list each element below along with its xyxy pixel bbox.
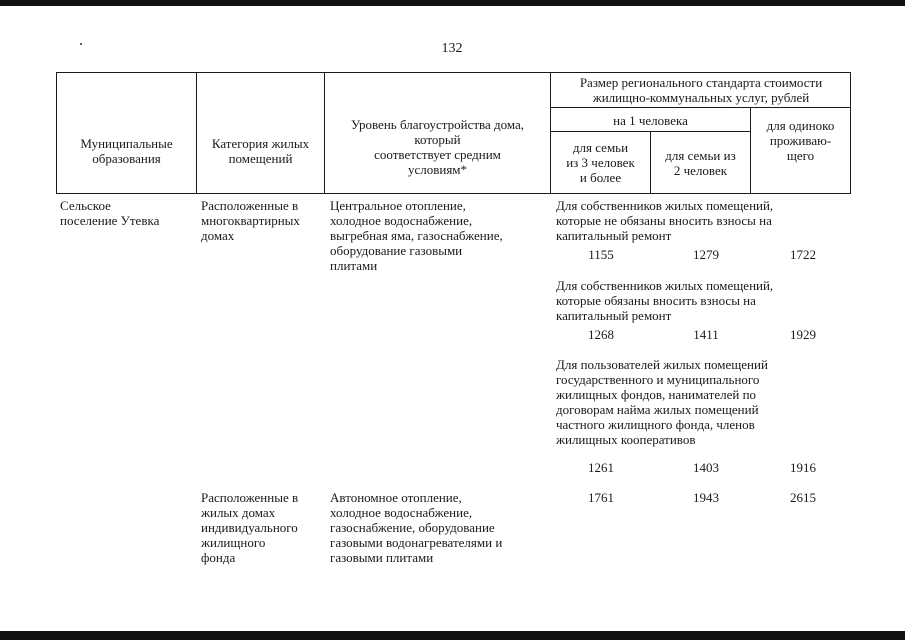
group-b-value-family-2: 1411 (693, 327, 719, 342)
group-b-line: которые обязаны вносить взносы на (556, 293, 756, 308)
row1-category-line: многоквартирных (201, 213, 300, 228)
row2-value-family-2: 1943 (693, 490, 719, 505)
header-family-3-line: и более (579, 170, 622, 185)
row1-group-b (556, 278, 850, 323)
header-standard (551, 75, 851, 105)
group-b-line: капитальный ремонт (556, 308, 672, 323)
group-c-line: Для пользователей жилых помещений (556, 357, 768, 372)
header-single-line: щего (786, 148, 815, 163)
group-a-line: Для собственников жилых помещений, (556, 198, 774, 213)
group-c-value-single: 1916 (790, 460, 816, 475)
group-b-value-family-3: 1268 (588, 327, 614, 342)
header-single-line: для одиноко (766, 118, 835, 133)
header-municipality (57, 136, 196, 166)
header-per-person: на 1 человека (613, 113, 688, 128)
grid-v-0 (56, 72, 57, 194)
row1-category (201, 198, 326, 243)
group-c-line: частного жилищного фонда, членов (556, 417, 755, 432)
group-c-line: жилищных фондов, нанимателей по (556, 387, 757, 402)
row1-group-a (556, 198, 850, 243)
row1-municipality-line: поселение Утевка (60, 213, 160, 228)
group-b-value-single: 1929 (790, 327, 816, 342)
header-bottom-line (56, 193, 851, 194)
group-a-value-family-2: 1279 (693, 247, 719, 262)
row2-level-line: холодное водоснабжение, (330, 505, 473, 520)
header-category (197, 136, 324, 166)
header-level-line: соответствует средним (374, 147, 501, 162)
header-standard-line: Размер регионального стандарта стоимости (579, 75, 823, 90)
header-level-line: Уровень благоустройства дома, (350, 117, 525, 132)
header-family-3-line: из 3 человек (566, 155, 635, 170)
header-level-line: который (414, 132, 461, 147)
row2-level-line: газовыми плитами (330, 550, 434, 565)
header-family-2 (651, 148, 750, 178)
row1-municipality-line: Сельское (60, 198, 111, 213)
row1-level-line: плитами (330, 258, 378, 273)
group-a-value-family-3: 1155 (588, 247, 614, 262)
row1-municipality (60, 198, 196, 228)
row2-value-single: 2615 (790, 490, 816, 505)
row2-category-line: жилищного (201, 535, 266, 550)
header-standard-line: жилищно-коммунальных услуг, рублей (592, 90, 810, 105)
row2-level-line: газовыми водонагревателями и (330, 535, 503, 550)
header-single (751, 118, 850, 163)
header-family-3-line: для семьи (572, 140, 629, 155)
header-family-3 (551, 140, 650, 185)
group-c-line: договорам найма жилых помещений (556, 402, 759, 417)
header-municipality-text: Муниципальные образования (80, 136, 173, 166)
row1-level-line: оборудование газовыми (330, 243, 463, 258)
group-c-value-family-3: 1261 (588, 460, 614, 475)
row2-category-line: индивидуального (201, 520, 298, 535)
row2-level-line: газоснабжение, оборудование (330, 520, 495, 535)
scan-dot (80, 43, 82, 45)
group-c-value-family-2: 1403 (693, 460, 719, 475)
header-level-line: условиям* (407, 162, 468, 177)
row2-level (330, 490, 550, 565)
bottom-border (0, 631, 905, 640)
row1-category-line: Расположенные в (201, 198, 299, 213)
group-a-line: капитальный ремонт (556, 228, 672, 243)
header-category-text: Категория жилых помещений (211, 136, 310, 166)
page-number: 132 (441, 41, 463, 56)
top-border (0, 0, 905, 6)
header-level (325, 117, 550, 177)
row1-level-line: Центральное отопление, (330, 198, 466, 213)
group-b-line: Для собственников жилых помещений, (556, 278, 774, 293)
row1-category-line: домах (201, 228, 235, 243)
header-single-line: проживаю- (769, 133, 832, 148)
row1-level-line: холодное водоснабжение, (330, 213, 473, 228)
group-c-line: государственного и муниципального (556, 372, 760, 387)
row2-category-line: жилых домах (201, 505, 276, 520)
row2-category-line: фонда (201, 550, 236, 565)
row2-category-line: Расположенные в (201, 490, 299, 505)
group-c-line: жилищных кооперативов (556, 432, 696, 447)
table-top-line (56, 72, 851, 73)
row1-level (330, 198, 550, 273)
row2-level-line: Автономное отопление, (330, 490, 462, 505)
group-a-value-single: 1722 (790, 247, 816, 262)
group-a-line: которые не обязаны вносить взносы на (556, 213, 772, 228)
grid-v-1 (196, 72, 197, 194)
standard-sub-line (550, 107, 851, 108)
row1-level-line: выгребная яма, газоснабжение, (330, 228, 503, 243)
row2-category (201, 490, 326, 565)
row1-group-c (556, 357, 850, 447)
header-family-2-line: 2 человек (673, 163, 728, 178)
header-family-2-line: для семьи из (665, 148, 736, 163)
row2-value-family-3: 1761 (588, 490, 614, 505)
